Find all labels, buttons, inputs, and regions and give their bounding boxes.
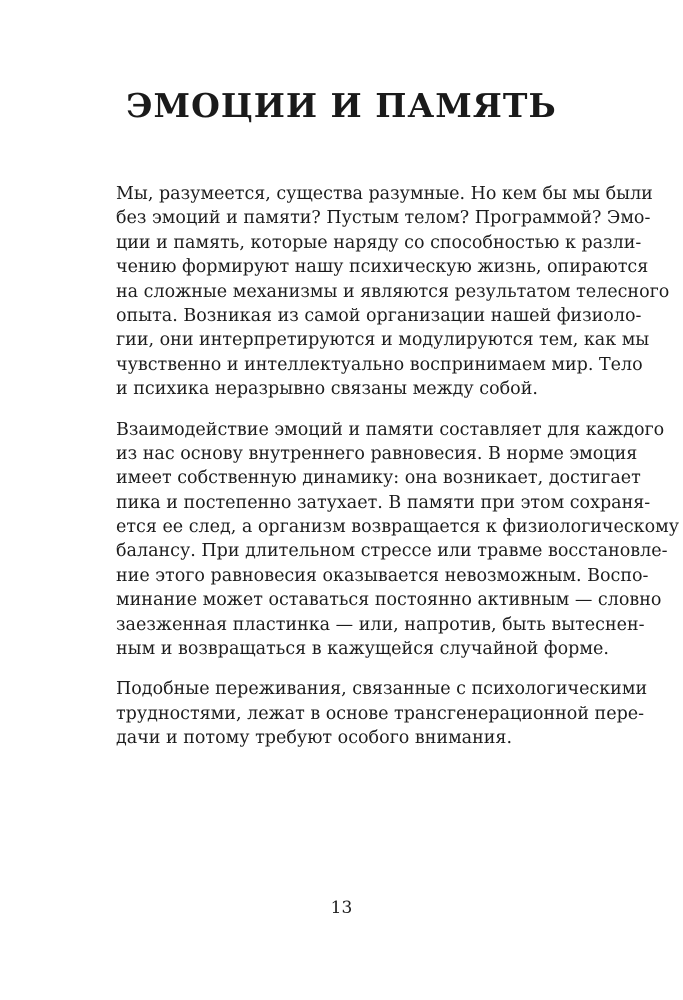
text-line: и психика неразрывно связаны между собой. [116,379,538,400]
text-line: заезженная пластинка — или, напротив, быть вытеснен- [116,614,645,635]
chapter-title: ЭМОЦИИ И ПАМЯТЬ [126,86,557,125]
text-line: ции и память, которые наряду со способностью к разли- [116,232,642,253]
text-line: ние этого равновесия оказывается невозможным. Воспо- [116,565,649,586]
text-line: без эмоций и памяти? Пустым телом? Программой? Эмо- [116,208,651,229]
paragraph-1 [116,182,670,402]
text-line: чувственно и интеллектуально воспринимаем мир. Тело [116,354,643,375]
text-line: из нас основу внутреннего равновесия. В норме эмоция [116,443,638,464]
text-line: балансу. При длительном стрессе или травме восстановле- [116,541,668,562]
text-line: гии, они интерпретируются и модулируются тем, как мы [116,330,650,351]
paragraph-2 [116,418,680,662]
text-line: трудностями, лежат в основе трансгенерационной пере- [116,703,645,724]
text-line: пика и постепенно затухает. В памяти при этом сохраня- [116,492,651,513]
text-line: имеет собственную динамику: она возникает, достигает [116,468,641,489]
paragraph-3 [116,677,648,750]
text-line: минание может оставаться постоянно активным — словно [116,590,662,611]
text-line: Взаимодействие эмоций и памяти составляет для каждого [116,419,665,440]
text-line: ным и возвращаться в кажущейся случайной форме. [116,639,609,660]
text-line: чению формируют нашу психическую жизнь, опираются [116,257,649,278]
text-line: Мы, разумеется, существа разумные. Но кем бы мы были [116,184,653,204]
text-line: на сложные механизмы и являются результатом телесного [116,281,670,302]
text-line: опыта. Возникая из самой организации нашей физиоло- [116,305,642,326]
page-number: 13 [330,898,353,918]
text-line: ется ее след, а организм возвращается к физиологическому [116,517,680,538]
text-line: дачи и потому требуют особого внимания. [116,728,513,749]
text-line: Подобные переживания, связанные с психологическими [116,679,648,700]
body-text [116,182,680,751]
